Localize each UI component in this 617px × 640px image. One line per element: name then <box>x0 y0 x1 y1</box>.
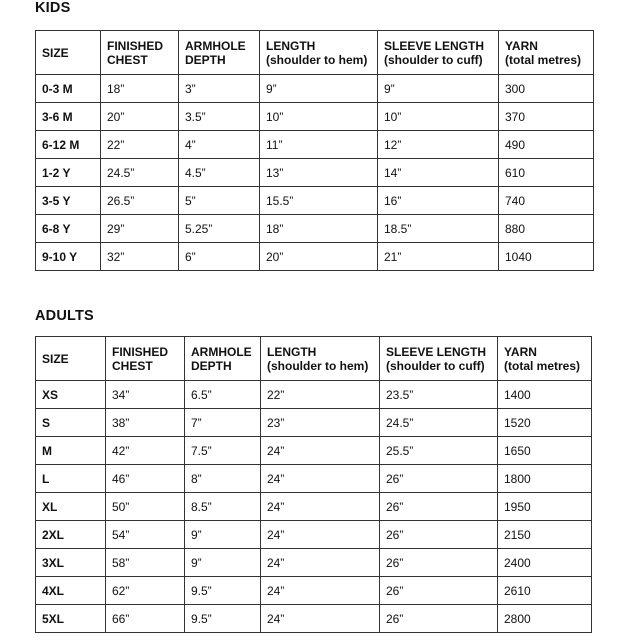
table-cell: 1650 <box>498 437 592 465</box>
column-header: LENGTH (shoulder to hem) <box>260 31 378 75</box>
table-cell: 23” <box>261 409 380 437</box>
table-cell: 2610 <box>498 577 592 605</box>
table-row <box>36 493 592 521</box>
column-header: SIZE <box>36 337 106 381</box>
table-row <box>36 465 592 493</box>
column-header: SLEEVE LENGTH (shoulder to cuff) <box>378 31 499 75</box>
column-header: YARN (total metres) <box>499 31 594 75</box>
table-cell: 1800 <box>498 465 592 493</box>
adults-section-title: ADULTS <box>35 308 94 324</box>
adults-table-body <box>36 381 592 633</box>
table-cell: 34” <box>106 381 185 409</box>
table-cell: 18.5” <box>378 215 499 243</box>
table-cell: 13” <box>260 159 378 187</box>
table-cell: 38” <box>106 409 185 437</box>
table-cell: 10” <box>260 103 378 131</box>
table-row <box>36 215 594 243</box>
table-row <box>36 159 594 187</box>
table-cell: 22” <box>101 131 179 159</box>
table-cell: 24.5” <box>101 159 179 187</box>
size-cell: 1-2 Y <box>36 159 101 187</box>
table-cell: 8.5” <box>185 493 261 521</box>
table-cell: 9” <box>185 521 261 549</box>
table-cell: 18” <box>260 215 378 243</box>
table-cell: 610 <box>499 159 594 187</box>
header-row <box>36 337 592 381</box>
table-cell: 14” <box>378 159 499 187</box>
table-cell: 3” <box>179 75 260 103</box>
column-header: LENGTH (shoulder to hem) <box>261 337 380 381</box>
table-cell: 2400 <box>498 549 592 577</box>
table-row <box>36 131 594 159</box>
table-cell: 26” <box>380 577 498 605</box>
table-cell: 490 <box>499 131 594 159</box>
table-cell: 5.25” <box>179 215 260 243</box>
table-row <box>36 577 592 605</box>
size-cell: 5XL <box>36 605 106 633</box>
table-cell: 24” <box>261 577 380 605</box>
table-cell: 46” <box>106 465 185 493</box>
size-cell: 2XL <box>36 521 106 549</box>
table-cell: 1040 <box>499 243 594 271</box>
table-cell: 4.5” <box>179 159 260 187</box>
table-row <box>36 409 592 437</box>
size-cell: 4XL <box>36 577 106 605</box>
table-row <box>36 605 592 633</box>
table-cell: 8” <box>185 465 261 493</box>
column-header: SIZE <box>36 31 101 75</box>
table-cell: 29” <box>101 215 179 243</box>
size-cell: 6-12 M <box>36 131 101 159</box>
table-cell: 6” <box>179 243 260 271</box>
table-row <box>36 437 592 465</box>
column-header: ARMHOLE DEPTH <box>185 337 261 381</box>
kids-table-body <box>36 75 594 271</box>
table-cell: 21” <box>378 243 499 271</box>
table-cell: 10” <box>378 103 499 131</box>
table-row <box>36 75 594 103</box>
table-cell: 42” <box>106 437 185 465</box>
table-row <box>36 187 594 215</box>
table-cell: 25.5” <box>380 437 498 465</box>
table-cell: 20” <box>260 243 378 271</box>
column-header: FINISHED CHEST <box>106 337 185 381</box>
size-cell: L <box>36 465 106 493</box>
size-cell: 6-8 Y <box>36 215 101 243</box>
table-cell: 58” <box>106 549 185 577</box>
table-cell: 370 <box>499 103 594 131</box>
table-cell: 7” <box>185 409 261 437</box>
table-cell: 9” <box>378 75 499 103</box>
table-row <box>36 243 594 271</box>
table-cell: 24” <box>261 521 380 549</box>
table-cell: 26” <box>380 493 498 521</box>
size-cell: 3-6 M <box>36 103 101 131</box>
table-cell: 740 <box>499 187 594 215</box>
table-cell: 11” <box>260 131 378 159</box>
table-cell: 16” <box>378 187 499 215</box>
table-cell: 24.5” <box>380 409 498 437</box>
table-cell: 9” <box>185 549 261 577</box>
table-cell: 54” <box>106 521 185 549</box>
table-row <box>36 549 592 577</box>
table-cell: 3.5” <box>179 103 260 131</box>
table-cell: 24” <box>261 549 380 577</box>
size-cell: 3-5 Y <box>36 187 101 215</box>
table-cell: 7.5” <box>185 437 261 465</box>
table-cell: 4” <box>179 131 260 159</box>
table-cell: 1520 <box>498 409 592 437</box>
table-cell: 26” <box>380 521 498 549</box>
kids-table-header <box>36 31 594 75</box>
table-cell: 24” <box>261 605 380 633</box>
table-cell: 22” <box>261 381 380 409</box>
size-cell: 3XL <box>36 549 106 577</box>
table-cell: 23.5” <box>380 381 498 409</box>
table-cell: 24” <box>261 465 380 493</box>
size-cell: XL <box>36 493 106 521</box>
table-cell: 12” <box>378 131 499 159</box>
table-cell: 2800 <box>498 605 592 633</box>
column-header: SLEEVE LENGTH (shoulder to cuff) <box>380 337 498 381</box>
table-row <box>36 521 592 549</box>
column-header: ARMHOLE DEPTH <box>179 31 260 75</box>
size-cell: S <box>36 409 106 437</box>
table-cell: 880 <box>499 215 594 243</box>
column-header: YARN (total metres) <box>498 337 592 381</box>
table-row <box>36 103 594 131</box>
table-cell: 18” <box>101 75 179 103</box>
adults-size-table <box>35 336 592 633</box>
table-row <box>36 381 592 409</box>
table-cell: 24” <box>261 437 380 465</box>
table-cell: 26” <box>380 605 498 633</box>
table-cell: 24” <box>261 493 380 521</box>
table-cell: 9.5” <box>185 605 261 633</box>
table-cell: 9.5” <box>185 577 261 605</box>
table-cell: 300 <box>499 75 594 103</box>
table-cell: 26.5” <box>101 187 179 215</box>
table-cell: 66” <box>106 605 185 633</box>
table-cell: 9” <box>260 75 378 103</box>
table-cell: 32” <box>101 243 179 271</box>
kids-section-title: KIDS <box>35 0 71 16</box>
table-cell: 1400 <box>498 381 592 409</box>
table-cell: 5” <box>179 187 260 215</box>
size-cell: XS <box>36 381 106 409</box>
kids-size-table <box>35 30 594 271</box>
table-cell: 1950 <box>498 493 592 521</box>
table-cell: 6.5” <box>185 381 261 409</box>
table-cell: 20” <box>101 103 179 131</box>
header-row <box>36 31 594 75</box>
table-cell: 15.5” <box>260 187 378 215</box>
table-cell: 2150 <box>498 521 592 549</box>
size-cell: 0-3 M <box>36 75 101 103</box>
table-cell: 26” <box>380 549 498 577</box>
adults-table-header <box>36 337 592 381</box>
column-header: FINISHED CHEST <box>101 31 179 75</box>
table-cell: 26” <box>380 465 498 493</box>
table-cell: 50” <box>106 493 185 521</box>
table-cell: 62” <box>106 577 185 605</box>
size-cell: 9-10 Y <box>36 243 101 271</box>
size-cell: M <box>36 437 106 465</box>
